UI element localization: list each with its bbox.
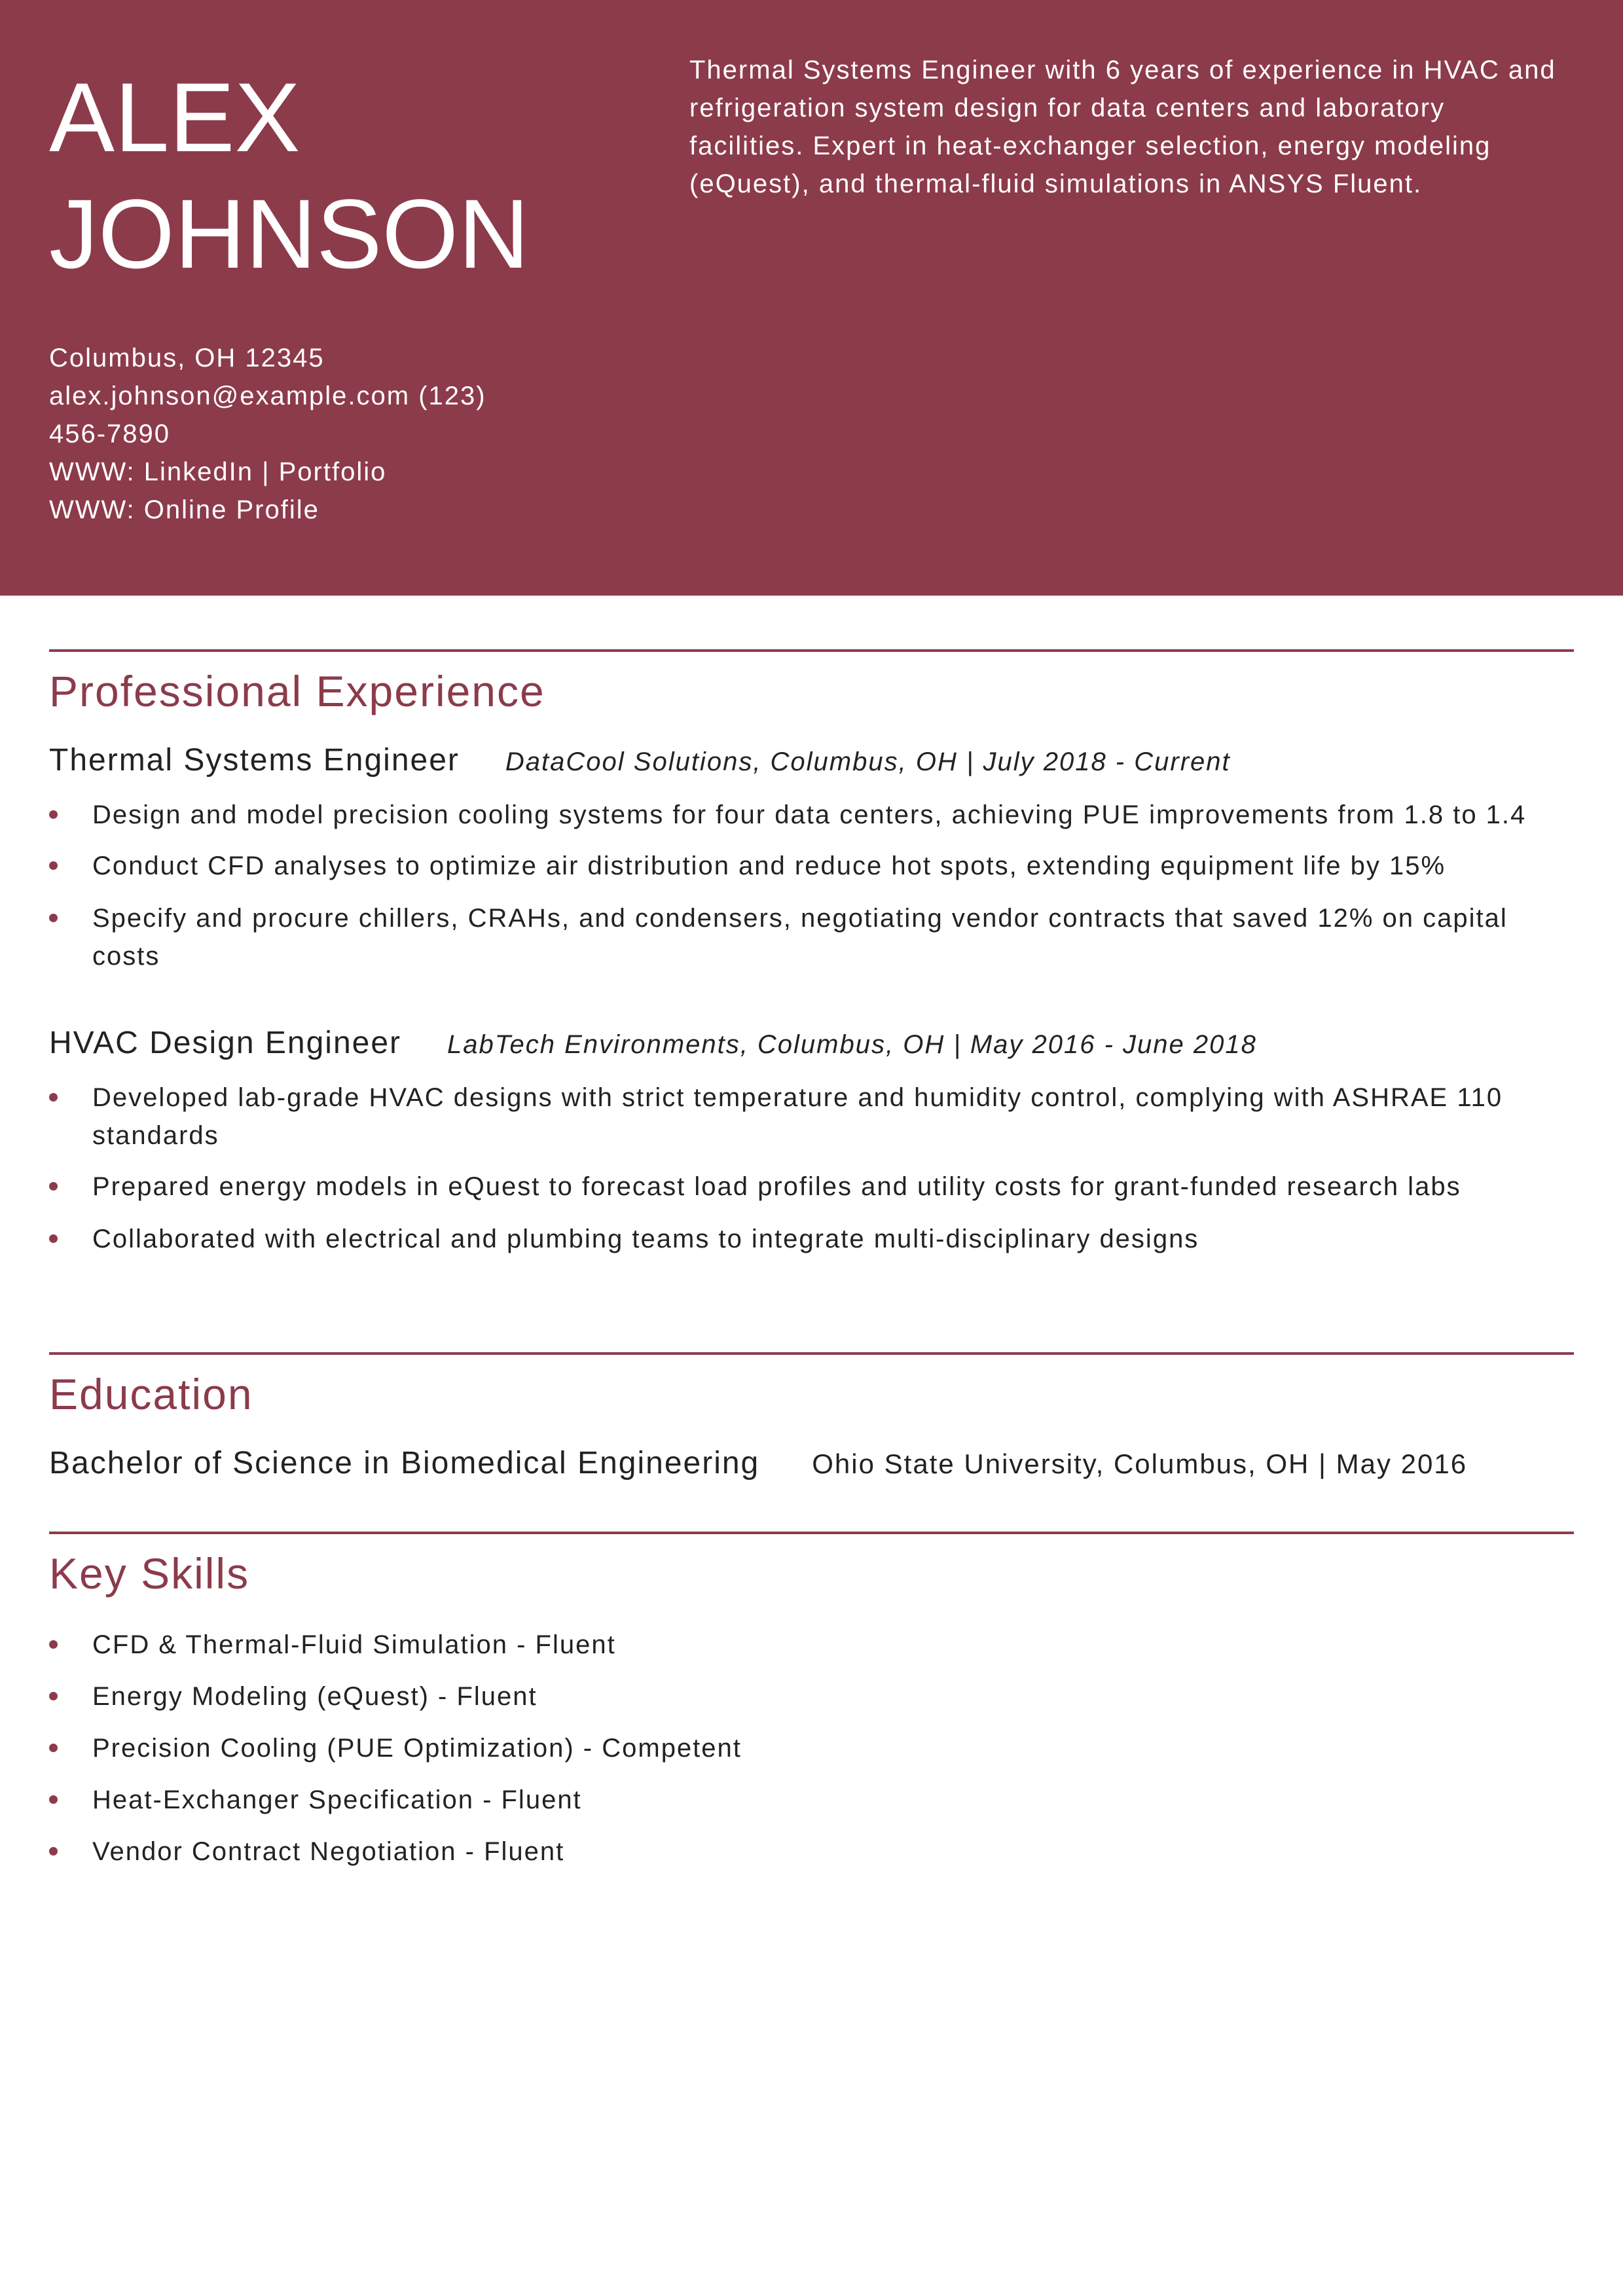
- contact-block: [49, 339, 573, 529]
- list-item: Heat-Exchanger Specification - Fluent: [49, 1781, 1574, 1819]
- bullet-dot-icon: [49, 861, 58, 870]
- list-item: Design and model precision cooling systems for four data centers, achieving PUE improvements from 1.8 to 1.4: [49, 796, 1574, 834]
- list-item: Collaborated with electrical and plumbing teams to integrate multi-disciplinary designs: [49, 1220, 1574, 1258]
- bullet-dot-icon: [49, 810, 58, 819]
- job-company: DataCool Solutions: [505, 747, 754, 776]
- bullet-dot-icon: [49, 1692, 58, 1700]
- job-company: LabTech Environments: [447, 1030, 740, 1059]
- education-school: Ohio State University, Columbus, OH | May 2016: [812, 1448, 1468, 1479]
- candidate-name: [49, 59, 638, 292]
- skills-section: [49, 1532, 1574, 1871]
- list-item: Energy Modeling (eQuest) - Fluent: [49, 1677, 1574, 1715]
- first-name: ALEX: [49, 62, 301, 172]
- contact-phone-continued: 456-7890: [49, 420, 171, 448]
- list-item: Prepared energy models in eQuest to forecast load profiles and utility costs for grant-funded research labs: [49, 1168, 1574, 1206]
- list-item: CFD & Thermal-Fluid Simulation - Fluent: [49, 1626, 1574, 1664]
- list-item: Specify and procure chillers, CRAHs, and condensers, negotiating vendor contracts that saved 12% on capital costs: [49, 899, 1574, 975]
- skills-list: [49, 1626, 1574, 1871]
- job-entry: [49, 1024, 1574, 1258]
- bullet-dot-icon: [49, 1093, 58, 1102]
- job-title: Thermal Systems Engineer: [49, 743, 460, 778]
- job-location-dates: , Columbus, OH | July 2018 - Current: [753, 747, 1231, 776]
- education-degree: Bachelor of Science in Biomedical Engineering: [49, 1446, 760, 1480]
- section-title-skills: Key Skills: [49, 1549, 250, 1598]
- contact-www-links[interactable]: WWW: LinkedIn | Portfolio: [49, 457, 387, 486]
- list-item: Precision Cooling (PUE Optimization) - Competent: [49, 1729, 1574, 1767]
- experience-section: [49, 649, 1574, 1258]
- job-header: [49, 741, 1574, 781]
- bullet-dot-icon: [49, 1234, 58, 1243]
- contact-www-profile[interactable]: WWW: Online Profile: [49, 495, 319, 524]
- education-entry: [49, 1444, 1574, 1484]
- list-item: Conduct CFD analyses to optimize air distribution and reduce hot spots, extending equipment life by 15%: [49, 847, 1574, 885]
- job-bullets: [49, 1079, 1574, 1258]
- job-header: [49, 1024, 1574, 1064]
- section-title-education: Education: [49, 1370, 253, 1418]
- bullet-dot-icon: [49, 914, 58, 922]
- professional-summary: Thermal Systems Engineer with 6 years of experience in HVAC and refrigeration system design for data centers and laboratory facilities. Expert in heat-exchanger selection, energy modeling (eQuest), and thermal-fluid simulations in ANSYS Fluent.: [689, 56, 1556, 198]
- last-name: JOHNSON: [49, 179, 530, 289]
- contact-email-phone[interactable]: alex.johnson@example.com (123): [49, 382, 486, 410]
- bullet-dot-icon: [49, 1640, 58, 1649]
- job-bullets: [49, 796, 1574, 975]
- job-location-dates: , Columbus, OH | May 2016 - June 2018: [740, 1030, 1257, 1059]
- bullet-dot-icon: [49, 1795, 58, 1804]
- bullet-dot-icon: [49, 1744, 58, 1752]
- section-divider: [49, 649, 1574, 652]
- list-item: Developed lab-grade HVAC designs with strict temperature and humidity control, complying with ASHRAE 110 standards: [49, 1079, 1574, 1155]
- job-entry: [49, 741, 1574, 975]
- job-title: HVAC Design Engineer: [49, 1026, 402, 1060]
- bullet-dot-icon: [49, 1182, 58, 1191]
- education-section: [49, 1352, 1574, 1484]
- resume-header: [0, 0, 1623, 596]
- section-divider: [49, 1532, 1574, 1534]
- list-item: Vendor Contract Negotiation - Fluent: [49, 1833, 1574, 1871]
- contact-location: Columbus, OH 12345: [49, 344, 325, 372]
- bullet-dot-icon: [49, 1847, 58, 1856]
- section-title-experience: Professional Experience: [49, 667, 545, 715]
- section-divider: [49, 1352, 1574, 1355]
